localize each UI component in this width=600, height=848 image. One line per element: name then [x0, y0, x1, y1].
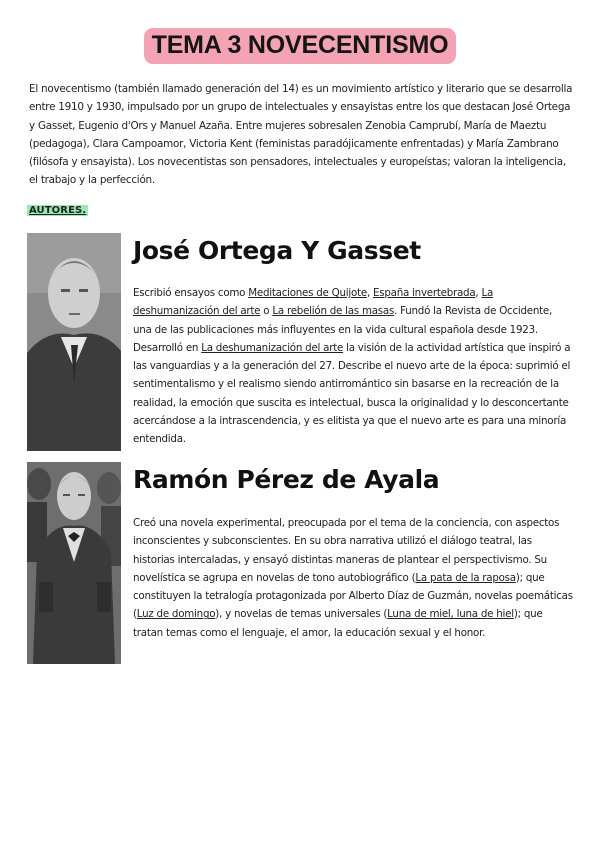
bio-text: ); que tratan temas como el lenguaje, el amor, la educación sexual y el honor. [133, 608, 543, 639]
bio-text: o [260, 305, 273, 318]
title-container [0, 28, 600, 64]
ortega-portrait-photo [27, 233, 121, 451]
bio-text: Creó una novela experimental, preocupada por el tema de la conciencia, con aspectos inconscientes y subconscientes. En su obra narrativa utilizó el diálogo teatral, las historias intercaladas, y ensayó distintas maneras de plantear el perspectivismo. Su novelística se agrupa en novelas de tono autobiográfico ( [133, 517, 560, 584]
bio-text: , [366, 287, 373, 299]
bio-text: . Fundó la Revista de Occidente, una de las publicaciones más influyentes en la vida cultural española desde 1923. Desarrolló en [133, 305, 553, 354]
work-link-espana-invertebrada: España invertebrada [372, 287, 476, 299]
author-name-perez-de-ayala: Ramón Pérez de Ayala [133, 465, 440, 494]
work-link-deshumanizacion: La deshumanización del arte [133, 287, 494, 318]
work-link-pata-raposa: La pata de la raposa [415, 571, 516, 584]
work-link-rebelion-masas: La rebelión de las masas [272, 305, 395, 318]
work-link-luz-domingo: Luz de domingo [136, 608, 216, 621]
section-label-autores: AUTORES. [29, 205, 87, 216]
intro-paragraph: El novecentismo (también llamado generación del 14) es un movimiento artístico y literario que se desarrolla entre 1910 y 1930, impulsado por un grupo de intelectuales y ensayistas entre los que destacan José Ortega y Gasset, Eugenio d'Ors y Manuel Azaña. Entre mujeres sobresalen Zenobia Camprubí, María de Maeztu (pedagoga), Clara Campoamor, Victoria Kent (feministas paradójicamente enfrentadas) y María Zambrano (filósofa y ensayista). Los novecentistas son pensadores, intelectuales y europeístas; valoran la inteligencia, el trabajo y la perfección. [29, 83, 573, 187]
work-link-luna-miel: Luna de miel, luna de hiel [387, 608, 514, 621]
author-bio-ortega [133, 284, 573, 449]
perez-de-ayala-portrait-photo [27, 462, 121, 664]
author-name-ortega: José Ortega Y Gasset [133, 236, 421, 265]
bio-text: Escribió ensayos como [133, 287, 249, 299]
work-link-meditaciones: Meditaciones de Quijote [248, 287, 367, 299]
bio-text: , [475, 287, 482, 299]
author-bio-perez-de-ayala [133, 514, 573, 642]
bio-text: ), y novelas de temas universales ( [215, 608, 388, 621]
bio-text: la visión de la actividad artística que inspiró a las vanguardias y a la generación del 27. Describe el nuevo arte de la época: suprimió el sentimentalismo y el realismo siendo antirromántico sin basarse en la recreación de la realidad, la emoción que suscita es intelectual, busca la originalidad y lo desconcertante acercándose a la intrascendencia, y es elitista ya que el nuevo arte es para una minoría entendida. [133, 341, 571, 446]
page-title: TEMA 3 NOVECENTISMO [144, 28, 457, 64]
bio-text: ); que constituyen la tetralogía protagonizada por Alberto Díaz de Guzmán, novelas poemáticas ( [133, 571, 573, 621]
work-link-deshumanizacion-2: La deshumanización del arte [201, 341, 344, 354]
